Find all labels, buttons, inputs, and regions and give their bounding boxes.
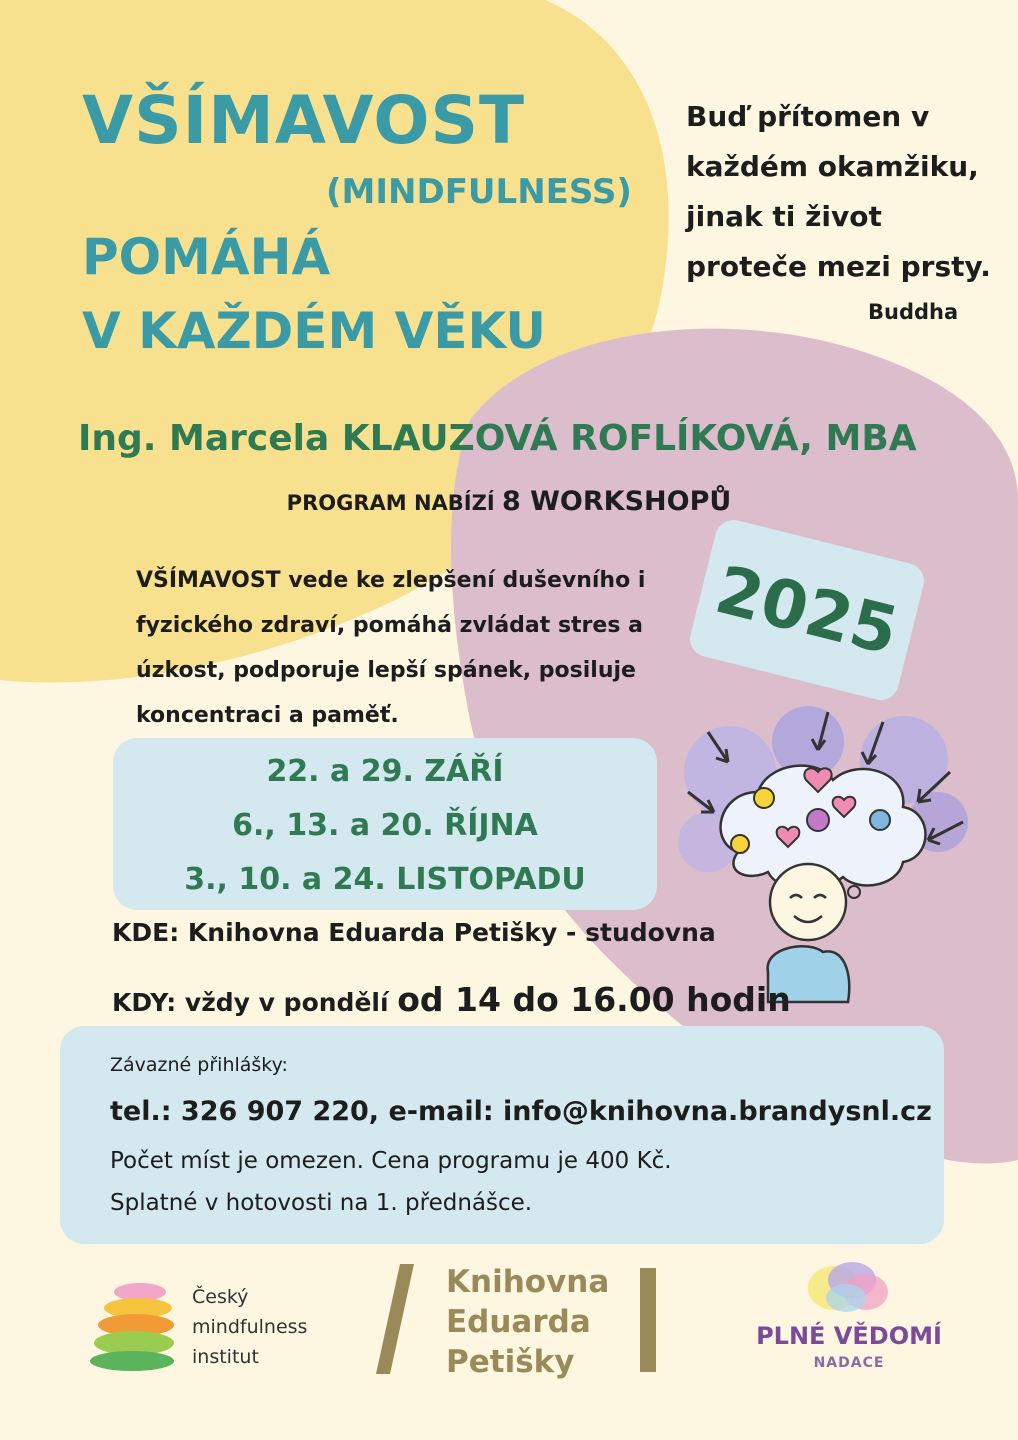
title-line-1: VŠÍMAVOST	[82, 82, 526, 159]
sun-icon	[754, 788, 774, 808]
place-info: KDE: Knihovna Eduarda Petišky - studovna	[112, 918, 716, 947]
quote-author: Buddha	[868, 300, 959, 324]
quote-line: jinak ti život	[686, 200, 882, 233]
registration-payment: Splatné v hotovosti na 1. přednášce.	[110, 1190, 533, 1216]
year-text: 2025	[708, 550, 906, 670]
description-line: úzkost, podporuje lepší spánek, posiluje	[136, 658, 636, 683]
library-logo-line: Knihovna	[446, 1264, 610, 1300]
library-logo-line: Petišky	[446, 1344, 575, 1380]
title-line-4: V KAŽDÉM VĚKU	[82, 302, 546, 360]
time-highlight: od 14 do 16.00 hodin	[397, 980, 791, 1019]
program-info	[0, 486, 1018, 517]
mind-illustration	[668, 702, 978, 1012]
quote-line: proteče mezi prsty.	[686, 250, 991, 283]
date-line-november: 3., 10. a 24. LISTOPADU	[184, 862, 586, 897]
quote-line: každém okamžiku,	[686, 150, 979, 183]
cmi-logo-text	[192, 1282, 307, 1372]
plne-vedomi-subtitle: NADACE	[813, 1355, 885, 1371]
time-prefix: KDY: vždy v pondělí	[112, 988, 389, 1017]
flower-icon	[807, 809, 829, 831]
description	[136, 558, 696, 738]
cmi-logo-line: mindfulness	[192, 1316, 308, 1338]
description-line: koncentraci a paměť.	[136, 703, 399, 728]
plne-vedomi-logo-icon	[800, 1258, 900, 1318]
title-line-3: POMÁHÁ	[82, 228, 331, 286]
registration-contact: tel.: 326 907 220, e-mail: info@knihovna.brandysnl.cz	[110, 1096, 932, 1127]
program-prefix: PROGRAM NABÍZÍ	[286, 491, 495, 515]
date-line-october: 6., 13. a 20. ŘÍJNA	[232, 808, 538, 843]
date-line-september: 22. a 29. ZÁŘÍ	[266, 754, 504, 789]
registration-capacity-price: Počet míst je omezen. Cena programu je 400 Kč.	[110, 1148, 672, 1174]
flower-icon	[870, 810, 890, 830]
cmi-logo-line: Český	[192, 1286, 249, 1308]
description-line: fyzického zdraví, pomáhá zvládat stres a	[136, 613, 643, 638]
library-logo-text	[446, 1262, 609, 1382]
flower-icon	[731, 835, 749, 853]
cmi-logo-line: institut	[192, 1346, 259, 1368]
description-line: VŠÍMAVOST vede ke zlepšení duševního i	[136, 568, 646, 593]
library-logo-line: Eduarda	[446, 1304, 591, 1340]
time-info	[112, 980, 791, 1019]
cmi-logo-icon	[88, 1282, 188, 1372]
quote-line: Buď přítomen v	[686, 100, 930, 133]
dates-box	[113, 738, 657, 910]
quote	[686, 92, 1006, 292]
lecturer-name: Ing. Marcela KLAUZOVÁ ROFLÍKOVÁ, MBA	[78, 418, 917, 459]
registration-title: Závazné přihlášky:	[110, 1054, 288, 1076]
registration-box	[60, 1026, 944, 1244]
plne-vedomi-title: PLNÉ VĚDOMÍ	[756, 1322, 942, 1350]
program-highlight: 8 WORKSHOPŮ	[501, 486, 732, 517]
title-line-2: (MINDFULNESS)	[326, 172, 632, 212]
